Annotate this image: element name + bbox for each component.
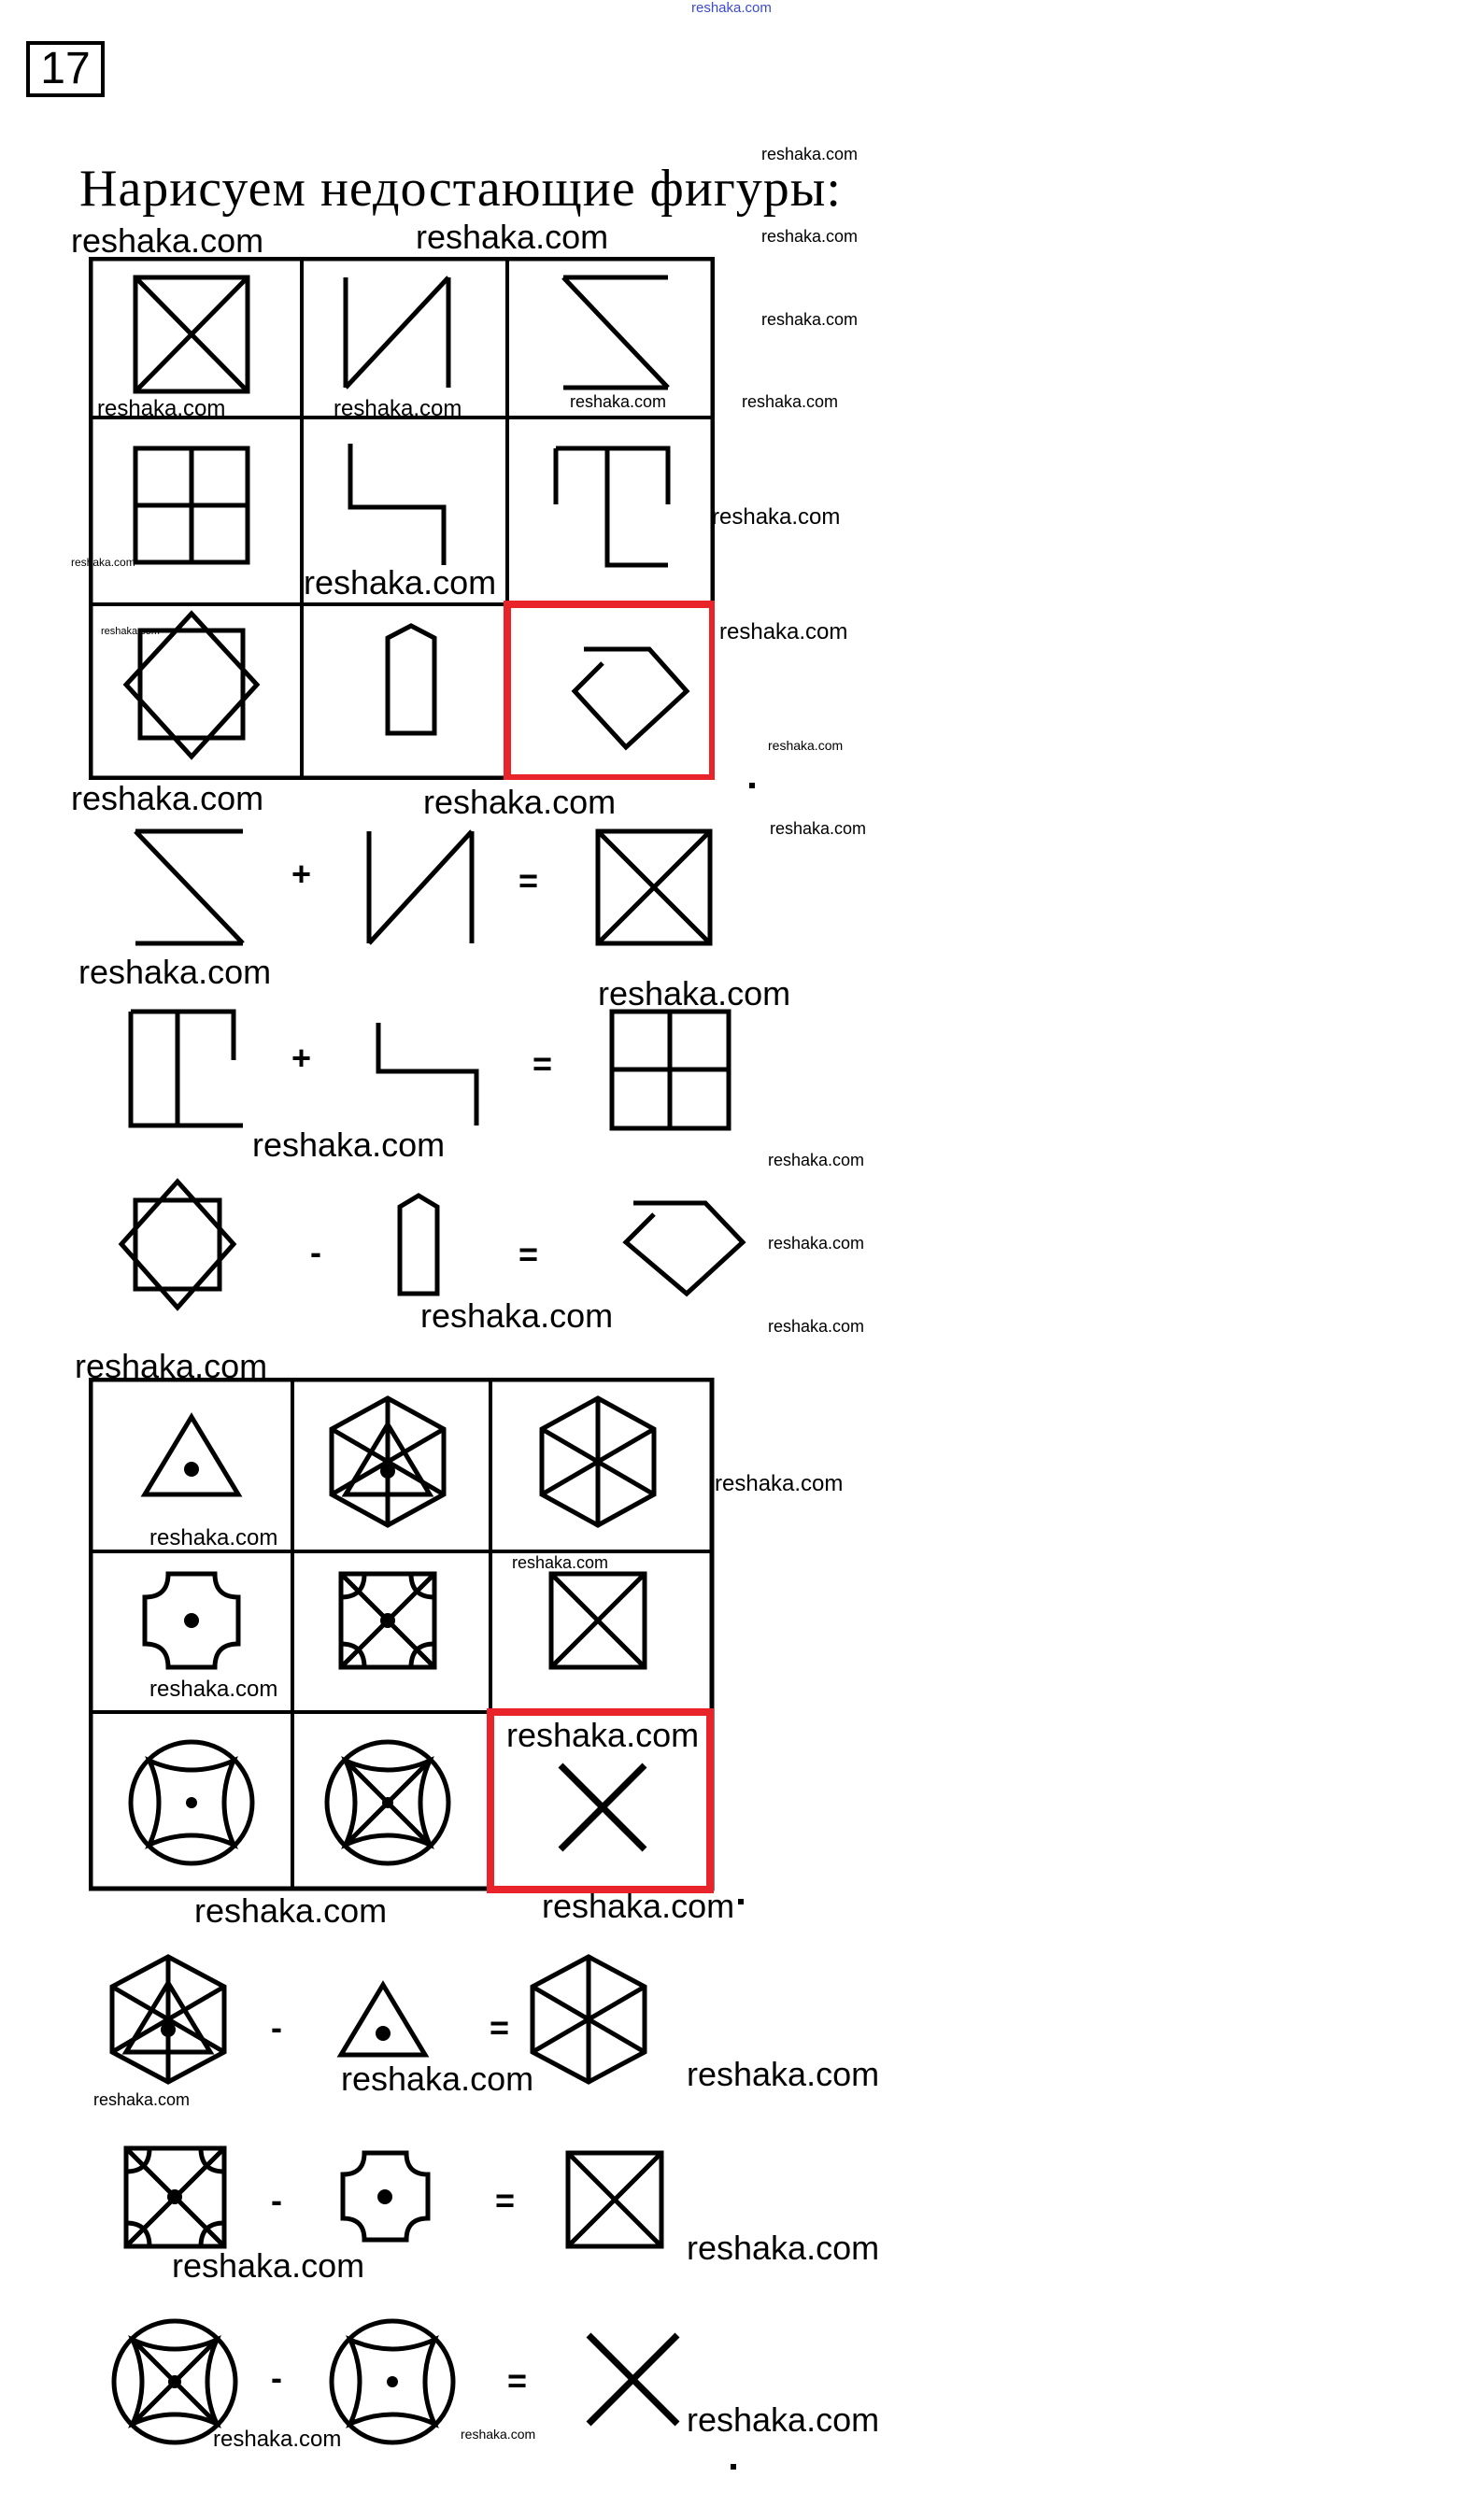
puzzle-grid-2 (89, 1378, 719, 1901)
watermark: reshaka.com (75, 1347, 268, 1385)
watermark: reshaka.com (719, 619, 848, 644)
period-dot (738, 1899, 744, 1904)
site-link[interactable]: reshaka.com (691, 0, 772, 16)
bracket-figure (556, 448, 668, 565)
period-dot (749, 783, 755, 788)
n-shape-figure (346, 277, 448, 388)
watermark: reshaka.com (768, 738, 844, 753)
watermark: reshaka.com (768, 1317, 865, 1336)
watermark: reshaka.com (506, 1716, 700, 1754)
answer-figure-2 (561, 1765, 645, 1849)
watermark: reshaka.com (715, 1471, 844, 1496)
watermark: reshaka.com (423, 783, 617, 821)
equals-operator: = (518, 861, 539, 899)
watermark: reshaka.com (78, 953, 272, 991)
watermark: reshaka.com (252, 1126, 446, 1164)
equals-operator: = (533, 1044, 553, 1083)
answer-highlight-1 (507, 604, 713, 778)
page-heading: Нарисуем недостающие фигуры: (79, 160, 842, 218)
watermark: reshaka.com (542, 1887, 735, 1925)
watermark: reshaka.com (101, 626, 160, 637)
watermark: reshaka.com (341, 2060, 534, 2098)
plus-operator: + (291, 1039, 312, 1077)
period-dot (731, 2464, 736, 2470)
watermark: reshaka.com (712, 504, 841, 530)
step-figure (350, 444, 444, 565)
equation-2 (121, 1004, 747, 1135)
watermark: reshaka.com (570, 392, 667, 411)
task-number: 17 (26, 41, 105, 97)
watermark: reshaka.com (149, 1525, 278, 1550)
watermark: reshaka.com (71, 221, 264, 260)
plus-operator: + (291, 855, 312, 893)
watermark: reshaka.com (194, 1891, 388, 1930)
square-x-figure (135, 277, 248, 391)
equation-5 (93, 2139, 691, 2260)
puzzle-grid-1 (89, 257, 715, 780)
watermark: reshaka.com (768, 1234, 865, 1253)
equals-operator: = (507, 2361, 528, 2400)
watermark: reshaka.com (598, 974, 791, 1012)
equation-6 (93, 2312, 691, 2452)
watermark: reshaka.com (97, 396, 226, 421)
watermark: reshaka.com (742, 392, 839, 411)
minus-operator: - (271, 2358, 282, 2397)
watermark: reshaka.com (213, 2427, 342, 2452)
watermark: reshaka.com (93, 2090, 191, 2109)
watermark: reshaka.com (687, 2055, 880, 2093)
equation-1 (121, 822, 729, 953)
equals-operator: = (495, 2181, 516, 2219)
watermark: reshaka.com (304, 563, 497, 602)
watermark: reshaka.com (761, 145, 859, 163)
watermark: reshaka.com (71, 779, 264, 817)
equals-operator: = (490, 2008, 510, 2046)
watermark: reshaka.com (420, 1296, 614, 1335)
minus-operator: - (310, 1233, 321, 1271)
watermark: reshaka.com (761, 227, 859, 246)
watermark: reshaka.com (687, 2229, 880, 2267)
watermark: reshaka.com (71, 556, 135, 569)
house-figure (388, 626, 434, 733)
z-shape-figure (563, 277, 668, 388)
equals-operator: = (518, 1235, 539, 1273)
answer-figure-1 (575, 649, 687, 747)
minus-operator: - (271, 2181, 282, 2219)
watermark: reshaka.com (768, 1151, 865, 1169)
square-cross-figure (135, 448, 248, 562)
watermark: reshaka.com (461, 2427, 536, 2442)
watermark: reshaka.com (770, 819, 867, 838)
watermark: reshaka.com (761, 310, 859, 329)
watermark: reshaka.com (687, 2400, 880, 2439)
watermark: reshaka.com (512, 1553, 609, 1572)
watermark: reshaka.com (149, 1677, 278, 1702)
minus-operator: - (271, 2008, 282, 2046)
watermark: reshaka.com (172, 2246, 365, 2285)
watermark: reshaka.com (416, 218, 609, 256)
watermark: reshaka.com (334, 396, 462, 421)
